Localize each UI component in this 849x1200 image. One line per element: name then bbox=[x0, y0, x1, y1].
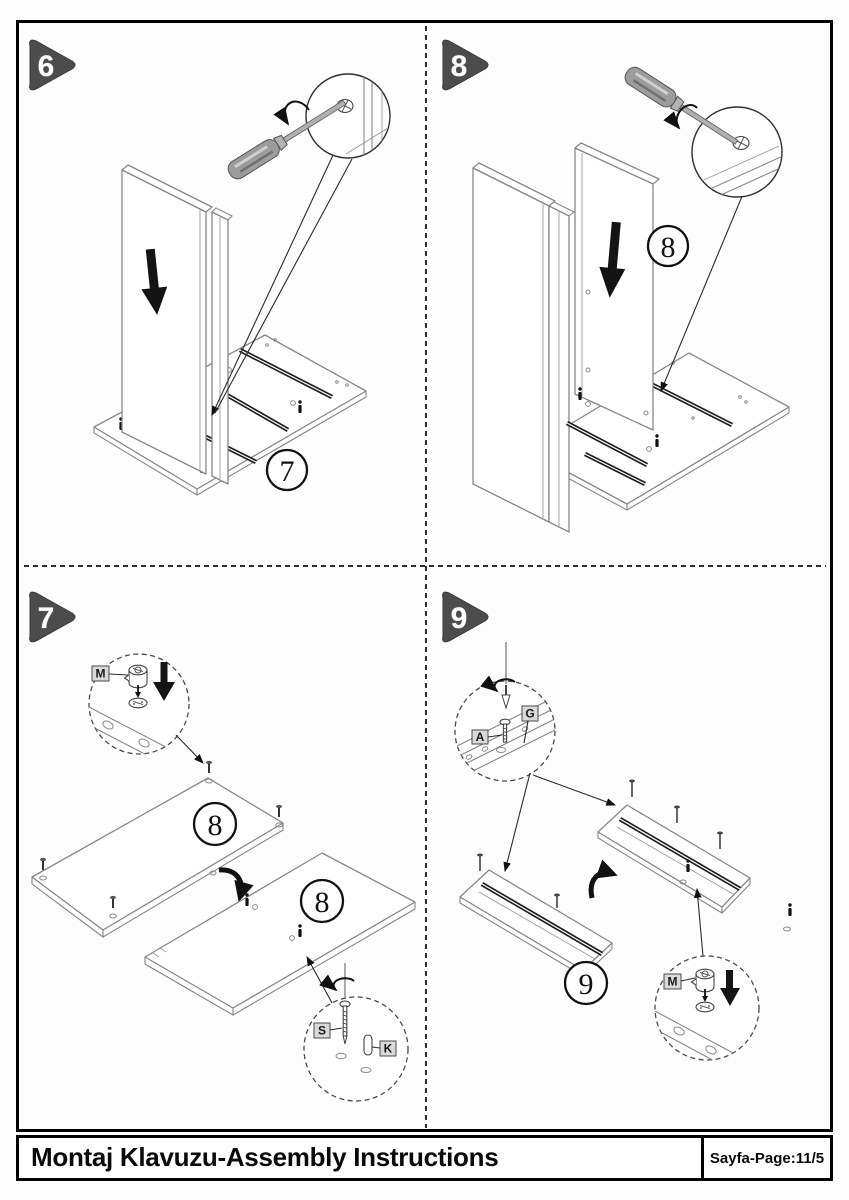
rotation-arrow-icon bbox=[285, 102, 309, 124]
leader-arrows bbox=[505, 773, 615, 871]
step-8-badge bbox=[443, 40, 488, 90]
rail-detail-circle bbox=[455, 642, 555, 781]
step-7-badge bbox=[30, 592, 75, 642]
rail-board-1-graphic bbox=[598, 780, 750, 914]
part-label-g: G bbox=[525, 706, 535, 721]
part-label-k: K bbox=[383, 1041, 393, 1056]
step-6-number: 6 bbox=[37, 50, 55, 83]
callout-8-bottom-number: 8 bbox=[314, 886, 330, 919]
callout-7-number: 7 bbox=[279, 455, 295, 488]
page-number: Sayfa-Page:11/5 bbox=[709, 1149, 825, 1167]
step-9-number: 9 bbox=[450, 602, 468, 635]
step-7-number: 7 bbox=[37, 602, 55, 635]
footer-bar bbox=[16, 1135, 833, 1181]
left-panel-graphic bbox=[473, 163, 574, 532]
part-label-m: M bbox=[95, 666, 106, 681]
callout-7 bbox=[267, 450, 307, 490]
callout-9-number: 9 bbox=[578, 968, 594, 1001]
step-7-diagram bbox=[16, 567, 427, 1135]
step-6-diagram bbox=[16, 22, 427, 567]
step-8-diagram bbox=[427, 22, 833, 567]
screwdriver-icon bbox=[622, 64, 742, 150]
callout-8-number: 8 bbox=[660, 231, 676, 264]
right-panel-graphic bbox=[575, 143, 659, 430]
leader-arrow-up bbox=[697, 889, 703, 956]
step-9-diagram bbox=[427, 567, 833, 1135]
bolt-icon bbox=[784, 903, 792, 931]
flip-arrow-icon bbox=[591, 873, 613, 898]
cam-detail-circle bbox=[653, 956, 761, 1086]
callout-8-top-number: 8 bbox=[207, 809, 223, 842]
step-8-number: 8 bbox=[450, 50, 468, 83]
rail-board-2-graphic bbox=[460, 854, 612, 977]
callout-9 bbox=[565, 962, 607, 1004]
screw-detail-circle bbox=[304, 963, 408, 1101]
page-number-box bbox=[701, 1138, 830, 1178]
leader-arrow bbox=[176, 735, 203, 763]
step-6-badge bbox=[30, 40, 75, 90]
callout-8-top bbox=[194, 803, 236, 845]
rotation-arrow-icon bbox=[334, 978, 354, 990]
callout-8 bbox=[648, 226, 688, 266]
step-9-badge bbox=[443, 592, 488, 642]
part-label-s: S bbox=[317, 1023, 327, 1038]
part-label-a: A bbox=[475, 730, 485, 744]
leader-arrow-up bbox=[307, 957, 332, 1003]
flip-arrow-icon bbox=[219, 870, 241, 897]
footer-title: Montaj Klavuzu-Assembly Instructions bbox=[31, 1141, 499, 1172]
side-panel-graphic bbox=[122, 165, 232, 484]
part-label-m: M bbox=[667, 974, 678, 989]
cam-detail-circle bbox=[66, 654, 206, 786]
callout-8-bottom bbox=[301, 880, 343, 922]
